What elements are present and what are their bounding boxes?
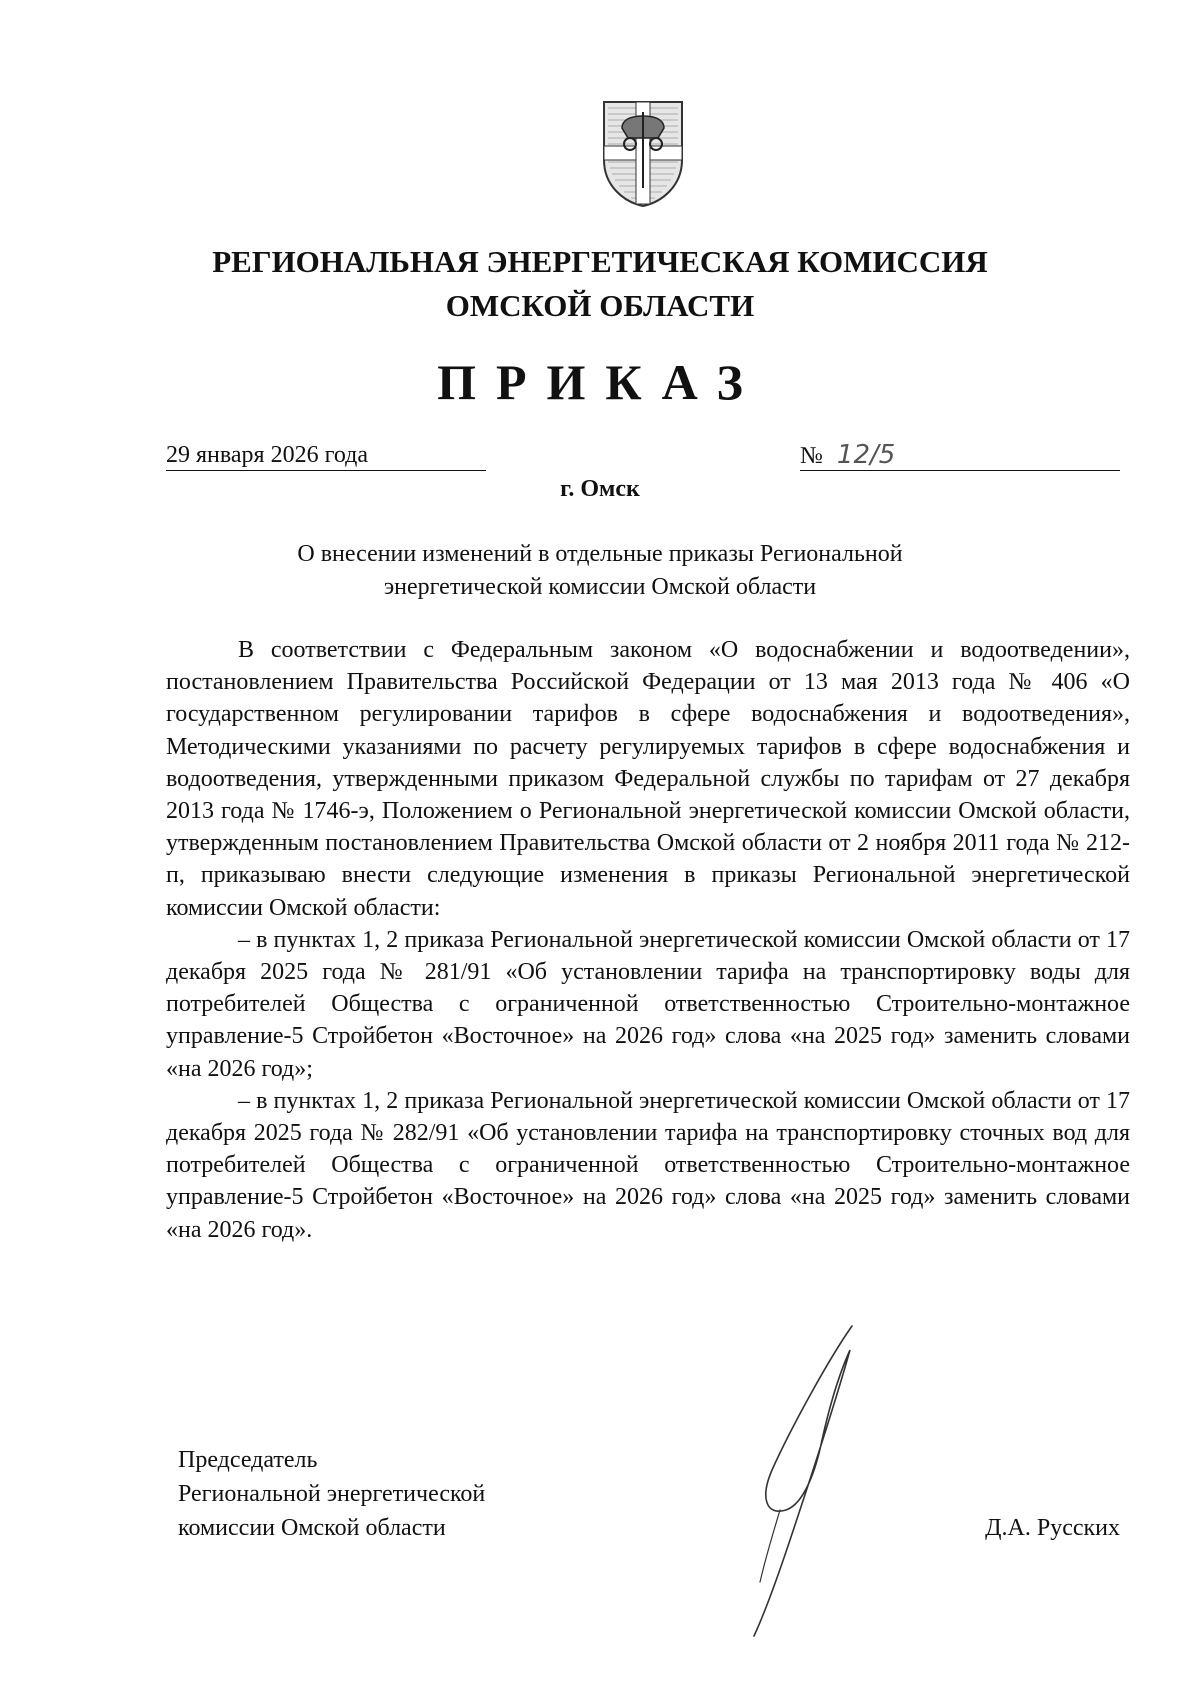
signer-position-line3: комиссии Омской области [178, 1515, 446, 1541]
document-subject [200, 538, 1000, 604]
number-label: № [800, 443, 823, 469]
signer-name: Д.А. Русских [985, 1515, 1120, 1541]
document-body [166, 634, 1130, 1246]
subject-line-2: энергетической комиссии Омской области [383, 574, 817, 600]
number-value: 12/5 [836, 440, 896, 470]
document-number [800, 440, 1120, 471]
coat-of-arms-emblem [600, 98, 686, 208]
document-type-title: ПРИКАЗ [437, 354, 763, 410]
organization-name-line2: ОМСКОЙ ОБЛАСТИ [445, 288, 755, 323]
signer-position [178, 1443, 598, 1545]
body-paragraph-item-1: – в пунктах 1, 2 приказа Региональной энергетической комиссии Омской области от 17 декабря 2025 года № 281/91 «Об установлении тарифа на транспортировку воды для потребителей Общества с ограниченной ответственностью Строительно-монтажное управление-5 Стройбетон «Восточное» на 2026 год» слова «на 2025 год» заменить словами «на 2026 год»; [166, 926, 1130, 1082]
signer-position-line2: Региональной энергетической [178, 1481, 486, 1507]
document-city: г. Омск [560, 476, 640, 502]
body-paragraph-item-2: – в пунктах 1, 2 приказа Региональной энергетической комиссии Омской области от 17 декабря 2025 года № 282/91 «Об установлении тарифа на транспортировку сточных вод для потребителей Общества с ограниченной ответственностью Строительно-монтажное управление-5 Стройбетон «Восточное» на 2026 год» слова «на 2025 год» заменить словами «на 2026 год». [166, 1087, 1130, 1243]
organization-name-line1: РЕГИОНАЛЬНАЯ ЭНЕРГЕТИЧЕСКАЯ КОМИССИЯ [212, 244, 988, 279]
handwritten-signature [720, 1320, 900, 1640]
subject-line-1: О внесении изменений в отдельные приказы Региональной [297, 541, 903, 567]
signer-position-line1: Председатель [178, 1447, 318, 1473]
body-paragraph-preamble: В соответствии с Федеральным законом «О водоснабжении и водоотведении», постановлением Правительства Российской Федерации от 13 мая 2013 года № 406 «О государственном регулировании тарифов в сфере водоснабжения и водоотведения», Методическими указаниями по расчету регулируемых тарифов в сфере водоснабжения и водоотведения, утвержденными приказом Федеральной службы по тарифам от 27 декабря 2013 года № 1746-э, Положением о Региональной энергетической комиссии Омской области, утвержденным постановлением Правительства Омской области от 2 ноября 2011 года № 212-п, приказываю внести следующие изменения в приказы Региональной энергетической комиссии Омской области: [166, 637, 1130, 921]
document-date: 29 января 2026 года [166, 440, 486, 471]
